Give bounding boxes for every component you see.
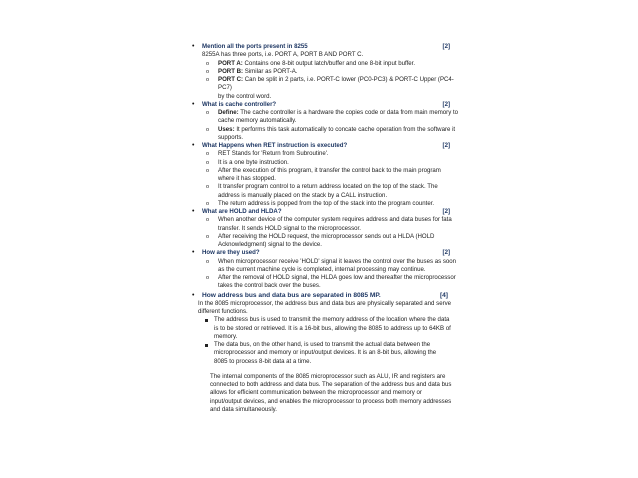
question-ret-instruction — [192, 142, 462, 150]
question-hold-hlda — [192, 208, 462, 216]
question-title: What Happens when RET instruction is executed? — [202, 142, 348, 149]
item-text-cont: transfer. It sends HOLD signal to the microprocessor. — [218, 224, 361, 232]
item-label: PORT A: — [218, 59, 243, 67]
intro-line-cont: different functions. — [198, 308, 248, 315]
item-text: The return address is popped from the top of the stack into the program counter. — [218, 199, 435, 207]
para-line: connected to both address and data bus. The separation of the address bus and data bus — [210, 381, 452, 388]
marks-label: [2] — [442, 249, 450, 257]
item-text-cont: cache memory automatically. — [218, 117, 297, 125]
marks-label: [4] — [439, 291, 448, 299]
intro-line: In the 8085 microprocessor, the address bus and data bus are physically separated and serve — [198, 299, 452, 307]
item-text-cont: Acknowledgment) signal to the device. — [218, 241, 322, 248]
item-text-cont: 8085 to process 8-bit data at a time. — [214, 357, 312, 365]
item-label: PORT B: — [218, 67, 244, 75]
item-text-cont: supports. — [218, 133, 244, 141]
item-text-cont: memory. — [214, 332, 238, 340]
answer-intro — [192, 300, 462, 317]
question-title: What are HOLD and HLDA? — [202, 208, 282, 215]
sub-item — [192, 109, 462, 126]
sub-item — [192, 76, 462, 101]
question-title: How address bus and data bus are separated in 8085 MP. — [202, 291, 381, 299]
item-text: After receiving the HOLD request, the microprocessor sends out a HLDA (HOLD — [218, 232, 435, 240]
answer-intro: 8255A has three ports, i.e. PORT A, PORT B AND PORT C. — [202, 51, 364, 59]
item-text-cont: by the control word. — [218, 92, 272, 100]
item-text: After the removal of HOLD signal, the HLDA goes low and thereafter the microprocessor — [218, 274, 456, 281]
sub-item — [192, 258, 462, 275]
sub-item — [192, 183, 462, 200]
item-text: Similar as PORT-A. — [244, 67, 298, 75]
para-line: input/output devices, and enables the microprocessor to process both memory addresses — [210, 397, 452, 405]
item-text: The data bus, on the other hand, is used to transmit the actual data between the — [214, 341, 431, 348]
item-label: Define: — [218, 109, 239, 116]
square-item — [192, 341, 462, 366]
item-text: When another device of the computer system requires address and data buses for fata — [218, 216, 452, 224]
item-text: When microprocessor receive 'HOLD' signal it leaves the control over the buses as soon — [218, 257, 457, 265]
item-text: After the execution of this program, it transfer the control back to the main program — [218, 166, 441, 174]
item-text-cont: address is manually placed on the stack by a CALL instruction. — [218, 191, 388, 199]
marks-label: [2] — [442, 142, 450, 149]
question-ports-8255 — [192, 43, 462, 51]
question-title: What is cache controller? — [202, 100, 277, 108]
item-text-cont: is to be stored or retrieved. It is a 16-bit bus, allowing the 8085 to address up to 64KB of — [214, 324, 451, 332]
question-cache-controller — [192, 101, 462, 109]
item-label: PORT C: — [218, 76, 244, 83]
sub-item — [192, 159, 462, 167]
question-bus-separation — [192, 292, 462, 300]
sub-item — [192, 150, 462, 158]
sub-item — [192, 216, 462, 233]
item-text-cont: where it has stopped. — [218, 175, 276, 182]
item-text: The address bus is used to transmit the memory address of the location where the data — [214, 316, 450, 324]
item-text: The cache controller is a hardware the copies code or data from main memory to — [240, 109, 459, 116]
question-title: Mention all the ports present in 8255 — [202, 43, 308, 50]
item-text: RET Stands for 'Return from Subroutine'. — [218, 150, 329, 158]
item-text-cont: takes the control back over the buses. — [218, 282, 321, 290]
document-content — [192, 43, 462, 414]
sub-item — [192, 60, 462, 68]
marks-label: [2] — [442, 43, 450, 50]
sub-item — [192, 126, 462, 143]
marks-label: [2] — [442, 208, 450, 215]
item-text: Can be split in 2 parts, i.e. PORT-C lower (PC0-PC3) & PORT-C Upper (PC4-PC7) — [218, 76, 454, 92]
sub-item — [192, 167, 462, 184]
sub-item — [192, 200, 462, 208]
para-line: allows for efficient communication between the microprocessor and memory or — [210, 389, 422, 397]
square-item — [192, 316, 462, 341]
para-line: and data simultaneously. — [210, 405, 277, 413]
item-text-cont: as the current machine cycle is completed, internal processing may continue. — [218, 265, 426, 273]
item-text: It transfer program control to a return address located on the top of the stack. The — [218, 183, 438, 191]
item-text: It is a one byte instruction. — [218, 158, 289, 166]
item-label: Uses: — [218, 125, 235, 133]
sub-item — [192, 68, 462, 76]
question-how-used — [192, 249, 462, 257]
summary-paragraph — [192, 373, 462, 414]
question-title: How are they used? — [202, 249, 260, 257]
sub-item — [192, 274, 462, 291]
marks-label: [2] — [442, 100, 450, 108]
item-text: It performs this task automatically to concate cache operation from the software it — [236, 125, 456, 133]
item-text: Contains one 8-bit output latch/buffer and one 8-bit input buffer. — [244, 59, 416, 67]
item-text-cont: microprocessor and memory or input/output devices. It is an 8-bit bus, allowing the — [214, 349, 437, 357]
para-line: The internal components of the 8085 microprocessor such as ALU, IR and registers are — [210, 372, 446, 380]
sub-item — [192, 233, 462, 250]
